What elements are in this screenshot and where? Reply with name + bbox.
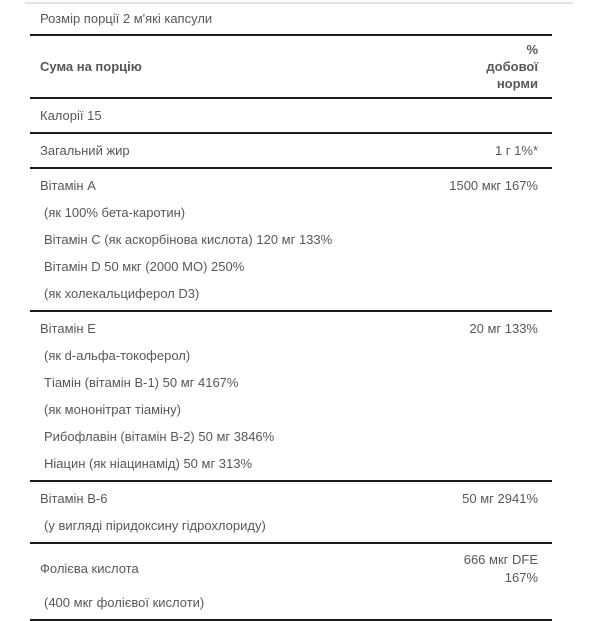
- ingredient-sub-row: [30, 226, 552, 253]
- serving-size-text: Розмір порції 2 м'які капсули: [40, 11, 213, 26]
- ingredient-name: (у вигляді піридоксину гідрохлориду): [44, 518, 266, 533]
- ingredient-name: Рибофлавін (вітамін B-2) 50 мг 3846%: [44, 429, 275, 444]
- ingredient-name: Вітамін B-6: [40, 491, 108, 506]
- serving-size-row: [30, 4, 552, 36]
- facts-section: [30, 134, 552, 169]
- ingredient-row: [30, 102, 552, 129]
- facts-section: [30, 482, 552, 544]
- ingredient-name: Вітамін С (як аскорбінова кислота) 120 мг 133%: [44, 232, 333, 247]
- ingredient-amount: 50 мг 2941%: [462, 491, 538, 506]
- ingredient-name: Вітамін А: [40, 178, 96, 193]
- ingredient-name: (як d-альфа-токоферол): [44, 348, 191, 363]
- ingredient-name: Вітамін Е: [40, 321, 96, 336]
- ingredient-row: [30, 315, 552, 342]
- facts-section: [30, 169, 552, 312]
- ingredient-name: Вітамін D 50 мкг (2000 МО) 250%: [44, 259, 245, 274]
- facts-sections: [30, 99, 552, 621]
- ingredient-name: (як холекальциферол D3): [44, 286, 200, 301]
- amount-per-serving-header: Сума на порцію: [40, 59, 142, 74]
- ingredient-sub-row: [30, 512, 552, 539]
- ingredient-sub-row: [30, 280, 552, 307]
- facts-section: [30, 544, 552, 621]
- ingredient-name: Загальний жир: [40, 143, 130, 158]
- ingredient-sub-row: [30, 589, 552, 616]
- ingredient-sub-row: [30, 423, 552, 450]
- ingredient-amount: 1500 мкг 167%: [449, 178, 538, 193]
- facts-section: [30, 312, 552, 482]
- ingredient-name: Калорії 15: [40, 108, 102, 123]
- ingredient-sub-row: [30, 253, 552, 280]
- ingredient-name: Тіамін (вітамін B-1) 50 мг 4167%: [44, 375, 239, 390]
- ingredient-sub-row: [30, 342, 552, 369]
- ingredient-amount: 1 г 1%*: [494, 143, 538, 158]
- ingredient-name: (як мононітрат тіаміну): [44, 402, 181, 417]
- ingredient-row: [30, 485, 552, 512]
- ingredient-sub-row: [30, 199, 552, 226]
- ingredient-name: Фолієва кислота: [40, 560, 139, 576]
- daily-value-header: % добової норми: [486, 42, 538, 91]
- ingredient-name: Ніацин (як ніацинамід) 50 мг 313%: [44, 456, 253, 471]
- ingredient-sub-row: [30, 450, 552, 477]
- ingredient-sub-row: [30, 369, 552, 396]
- ingredient-amount: 666 мкг DFE 167%: [463, 552, 538, 585]
- supplement-facts-table: [30, 4, 552, 621]
- ingredient-name: (як 100% бета-каротин): [44, 205, 186, 220]
- ingredient-row: [30, 172, 552, 199]
- ingredient-name: (400 мкг фолієвої кислоти): [44, 595, 205, 610]
- table-header-row: [30, 36, 552, 99]
- ingredient-sub-row: [30, 396, 552, 423]
- ingredient-row: [30, 547, 552, 589]
- ingredient-amount: 20 мг 133%: [469, 321, 538, 336]
- facts-section: [30, 99, 552, 134]
- ingredient-row: [30, 137, 552, 164]
